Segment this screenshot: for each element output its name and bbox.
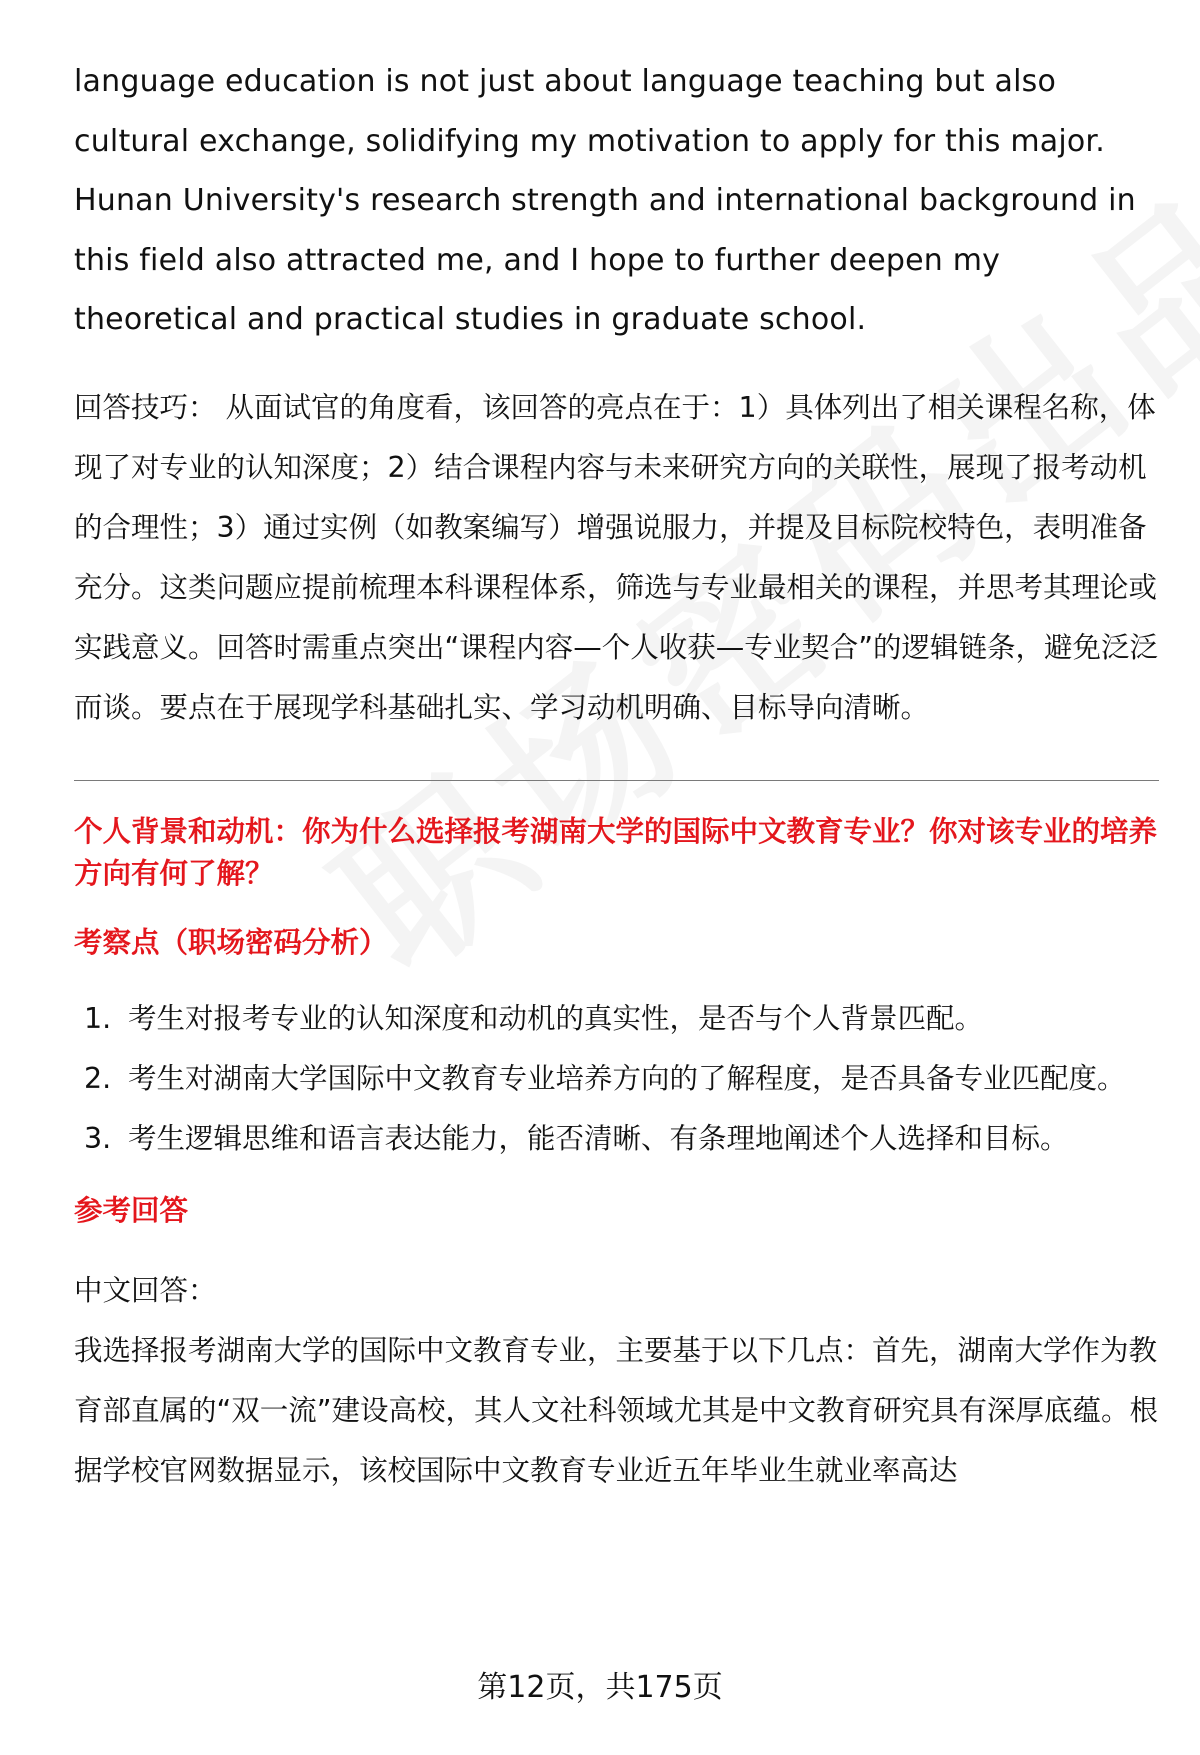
list-number: 1. [84,1001,112,1035]
section-divider [74,780,1159,781]
exam-points-heading: 考察点（职场密码分析） [74,925,388,959]
list-item [74,1049,1159,1109]
list-item-text: 考生逻辑思维和语言表达能力，能否清晰、有条理地阐述个人选择和目标。 [128,1121,1069,1155]
list-number: 2. [84,1061,112,1095]
question-heading: 个人背景和动机：你为什么选择报考湖南大学的国际中文教育专业？你对该专业的培养方向有何了解？ [74,814,1158,890]
intro-paragraph: language education is not just about language teaching but also cultural exchange, solidifying my motivation to apply for this major. Hunan University's research strength and international background in this field also attracted me, and I hope to further deepen my theoretical and practical studies in graduate school. [74,64,1136,337]
chinese-answer-paragraph: 我选择报考湖南大学的国际中文教育专业，主要基于以下几点：首先，湖南大学作为教育部直属的“双一流”建设高校，其人文社科领域尤其是中文教育研究具有深厚底蕴。根据学校官网数据显示，该校国际中文教育专业近五年毕业生就业率高达 [74,1333,1159,1487]
list-item-text: 考生对报考专业的认知深度和动机的真实性，是否与个人背景匹配。 [128,1001,984,1035]
answer-tips-paragraph: 回答技巧： 从面试官的角度看，该回答的亮点在于：1）具体列出了相关课程名称，体现了对专业的认知深度；2）结合课程内容与未来研究方向的关联性，展现了报考动机的合理性；3）通过实例（如教案编写）增强说服力，并提及目标院校特色，表明准备充分。这类问题应提前梳理本科课程体系，筛选与专业最相关的课程，并思考其理论或实践意义。回答时需重点突出“课程内容—个人收获—专业契合”的逻辑链条，避免泛泛而谈。要点在于展现学科基础扎实、学习动机明确、目标导向清晰。 [74,390,1159,724]
list-item [74,1109,1159,1169]
reference-answer-heading: 参考回答 [74,1193,189,1227]
list-item [74,989,1159,1049]
chinese-answer-label: 中文回答： [74,1273,217,1307]
page-number-footer: 第12页，共175页 [477,1670,723,1705]
exam-points-list [74,989,1159,1169]
list-item-text: 考生对湖南大学国际中文教育专业培养方向的了解程度，是否具备专业匹配度。 [128,1061,1126,1095]
document-page [74,52,1159,1501]
list-number: 3. [84,1121,112,1155]
